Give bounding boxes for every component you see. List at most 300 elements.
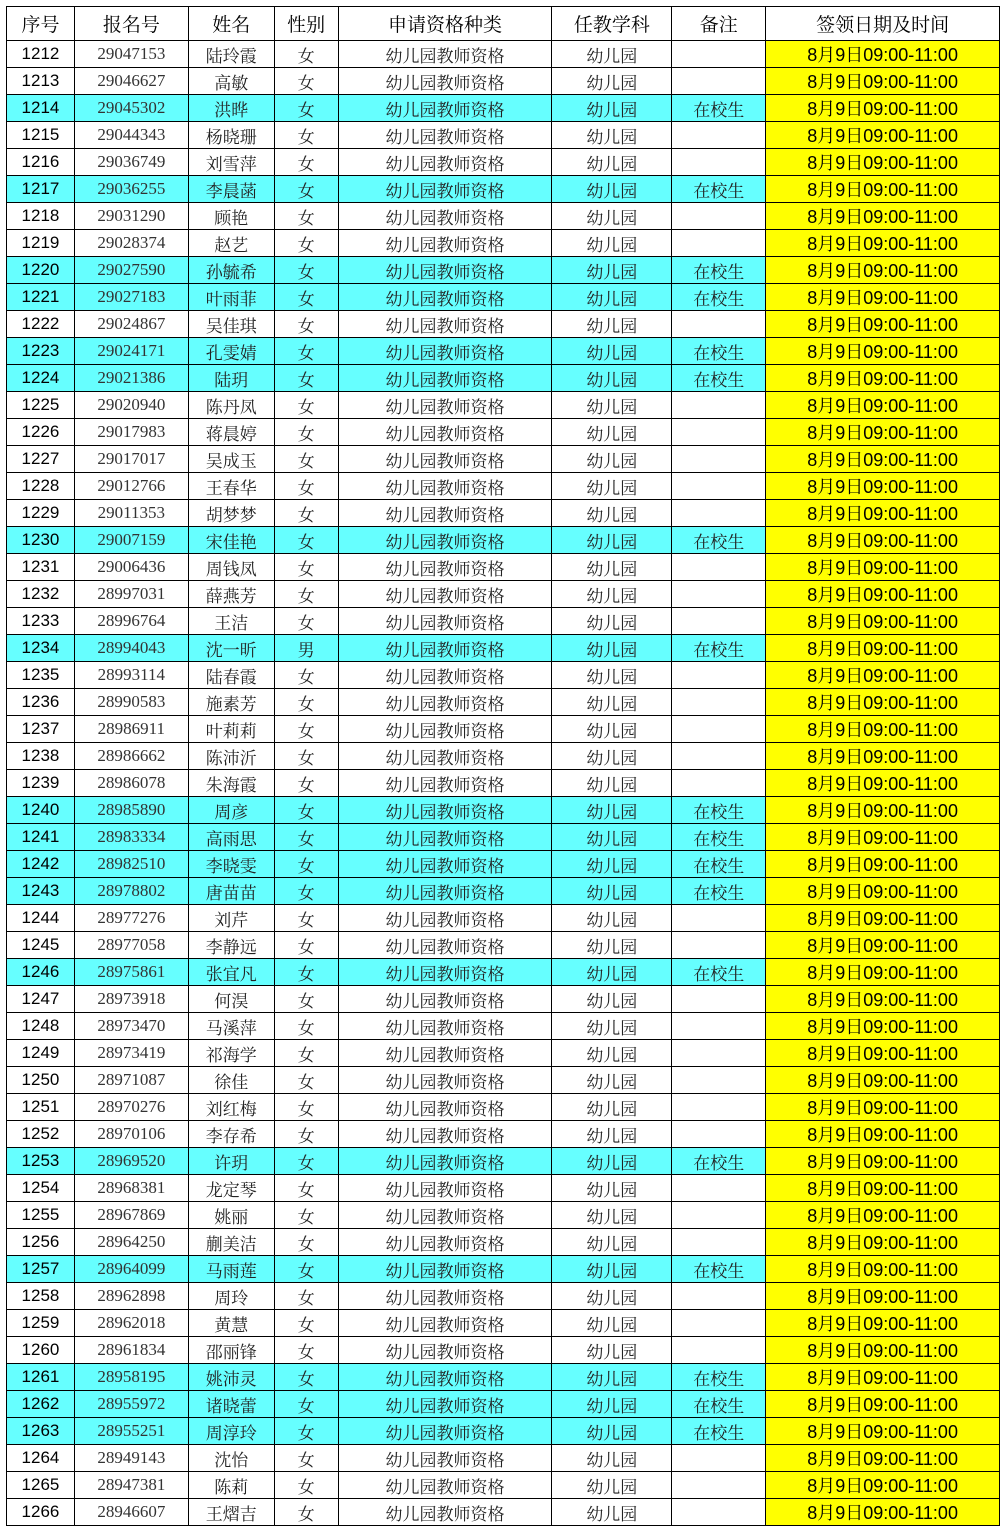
subject-cell: 幼儿园 xyxy=(552,1337,672,1364)
reg-no-cell: 29012766 xyxy=(74,473,188,500)
subject-cell: 幼儿园 xyxy=(552,608,672,635)
reg-no-cell: 28985890 xyxy=(74,797,188,824)
note-cell xyxy=(672,1337,766,1364)
table-row xyxy=(7,1175,1000,1202)
subject-cell: 幼儿园 xyxy=(552,1121,672,1148)
note-cell xyxy=(672,500,766,527)
gender-cell: 女 xyxy=(274,797,338,824)
note-cell xyxy=(672,986,766,1013)
table-row xyxy=(7,1067,1000,1094)
note-cell xyxy=(672,1310,766,1337)
gender-cell: 女 xyxy=(274,878,338,905)
name-cell: 刘红梅 xyxy=(188,1094,274,1121)
subject-cell: 幼儿园 xyxy=(552,689,672,716)
sign-time-cell: 8月9日09:00-11:00 xyxy=(766,1310,1000,1337)
qualification-type-cell: 幼儿园教师资格 xyxy=(338,770,552,797)
qualification-type-cell: 幼儿园教师资格 xyxy=(338,1337,552,1364)
qualification-type-cell: 幼儿园教师资格 xyxy=(338,1202,552,1229)
seq-cell: 1249 xyxy=(7,1040,75,1067)
seq-cell: 1231 xyxy=(7,554,75,581)
sign-time-cell: 8月9日09:00-11:00 xyxy=(766,1283,1000,1310)
qualification-type-cell: 幼儿园教师资格 xyxy=(338,257,552,284)
subject-cell: 幼儿园 xyxy=(552,905,672,932)
table-row xyxy=(7,959,1000,986)
seq-cell: 1219 xyxy=(7,230,75,257)
sign-time-cell: 8月9日09:00-11:00 xyxy=(766,149,1000,176)
gender-cell: 女 xyxy=(274,743,338,770)
note-cell xyxy=(672,149,766,176)
subject-cell: 幼儿园 xyxy=(552,419,672,446)
name-cell: 周钱凤 xyxy=(188,554,274,581)
name-cell: 赵艺 xyxy=(188,230,274,257)
qualification-type-cell: 幼儿园教师资格 xyxy=(338,203,552,230)
qualification-type-cell: 幼儿园教师资格 xyxy=(338,1364,552,1391)
note-cell: 在校生 xyxy=(672,1364,766,1391)
table-row xyxy=(7,1418,1000,1445)
name-cell: 唐苗苗 xyxy=(188,878,274,905)
name-cell: 陆玥 xyxy=(188,365,274,392)
qualification-type-cell: 幼儿园教师资格 xyxy=(338,1418,552,1445)
sign-time-cell: 8月9日09:00-11:00 xyxy=(766,1013,1000,1040)
sign-time-cell: 8月9日09:00-11:00 xyxy=(766,905,1000,932)
name-cell: 周玲 xyxy=(188,1283,274,1310)
gender-cell: 女 xyxy=(274,1337,338,1364)
gender-cell: 女 xyxy=(274,1445,338,1472)
sign-time-cell: 8月9日09:00-11:00 xyxy=(766,743,1000,770)
note-cell: 在校生 xyxy=(672,797,766,824)
reg-no-cell: 28982510 xyxy=(74,851,188,878)
table-row xyxy=(7,716,1000,743)
seq-cell: 1214 xyxy=(7,95,75,122)
note-cell xyxy=(672,419,766,446)
note-cell: 在校生 xyxy=(672,1418,766,1445)
seq-cell: 1243 xyxy=(7,878,75,905)
name-cell: 龙定琴 xyxy=(188,1175,274,1202)
qualification-type-cell: 幼儿园教师资格 xyxy=(338,473,552,500)
subject-cell: 幼儿园 xyxy=(552,797,672,824)
gender-cell: 女 xyxy=(274,1472,338,1499)
seq-cell: 1232 xyxy=(7,581,75,608)
subject-cell: 幼儿园 xyxy=(552,1256,672,1283)
note-cell xyxy=(672,1499,766,1526)
seq-cell: 1261 xyxy=(7,1364,75,1391)
sign-time-cell: 8月9日09:00-11:00 xyxy=(766,446,1000,473)
reg-no-cell: 28977276 xyxy=(74,905,188,932)
sign-time-cell: 8月9日09:00-11:00 xyxy=(766,851,1000,878)
gender-cell: 女 xyxy=(274,203,338,230)
seq-cell: 1245 xyxy=(7,932,75,959)
header-sign-time: 签领日期及时间 xyxy=(766,7,1000,41)
sign-time-cell: 8月9日09:00-11:00 xyxy=(766,284,1000,311)
sign-time-cell: 8月9日09:00-11:00 xyxy=(766,770,1000,797)
reg-no-cell: 29046627 xyxy=(74,68,188,95)
reg-no-cell: 28970106 xyxy=(74,1121,188,1148)
qualification-type-cell: 幼儿园教师资格 xyxy=(338,1472,552,1499)
gender-cell: 女 xyxy=(274,527,338,554)
note-cell: 在校生 xyxy=(672,365,766,392)
subject-cell: 幼儿园 xyxy=(552,1310,672,1337)
sign-time-cell: 8月9日09:00-11:00 xyxy=(766,1094,1000,1121)
header-gender: 性别 xyxy=(274,7,338,41)
name-cell: 姚沛灵 xyxy=(188,1364,274,1391)
gender-cell: 女 xyxy=(274,392,338,419)
table-row xyxy=(7,1445,1000,1472)
sign-time-cell: 8月9日09:00-11:00 xyxy=(766,41,1000,68)
table-row xyxy=(7,1391,1000,1418)
subject-cell: 幼儿园 xyxy=(552,122,672,149)
table-row xyxy=(7,608,1000,635)
note-cell xyxy=(672,1013,766,1040)
reg-no-cell: 28961834 xyxy=(74,1337,188,1364)
name-cell: 王洁 xyxy=(188,608,274,635)
reg-no-cell: 28996764 xyxy=(74,608,188,635)
gender-cell: 女 xyxy=(274,662,338,689)
note-cell xyxy=(672,608,766,635)
subject-cell: 幼儿园 xyxy=(552,68,672,95)
reg-no-cell: 28975861 xyxy=(74,959,188,986)
subject-cell: 幼儿园 xyxy=(552,986,672,1013)
seq-cell: 1266 xyxy=(7,1499,75,1526)
table-row xyxy=(7,203,1000,230)
name-cell: 许玥 xyxy=(188,1148,274,1175)
gender-cell: 女 xyxy=(274,1499,338,1526)
qualification-type-cell: 幼儿园教师资格 xyxy=(338,176,552,203)
qualification-type-cell: 幼儿园教师资格 xyxy=(338,1391,552,1418)
reg-no-cell: 29021386 xyxy=(74,365,188,392)
reg-no-cell: 28964099 xyxy=(74,1256,188,1283)
qualification-type-cell: 幼儿园教师资格 xyxy=(338,1040,552,1067)
qualification-type-cell: 幼儿园教师资格 xyxy=(338,797,552,824)
table-row xyxy=(7,554,1000,581)
table-row xyxy=(7,149,1000,176)
reg-no-cell: 29045302 xyxy=(74,95,188,122)
reg-no-cell: 28983334 xyxy=(74,824,188,851)
note-cell xyxy=(672,743,766,770)
name-cell: 陆春霞 xyxy=(188,662,274,689)
reg-no-cell: 28968381 xyxy=(74,1175,188,1202)
note-cell: 在校生 xyxy=(672,176,766,203)
seq-cell: 1255 xyxy=(7,1202,75,1229)
note-cell xyxy=(672,1067,766,1094)
note-cell: 在校生 xyxy=(672,527,766,554)
seq-cell: 1246 xyxy=(7,959,75,986)
qualification-type-cell: 幼儿园教师资格 xyxy=(338,1094,552,1121)
reg-no-cell: 29011353 xyxy=(74,500,188,527)
seq-cell: 1236 xyxy=(7,689,75,716)
table-row xyxy=(7,1040,1000,1067)
seq-cell: 1218 xyxy=(7,203,75,230)
reg-no-cell: 29006436 xyxy=(74,554,188,581)
subject-cell: 幼儿园 xyxy=(552,1013,672,1040)
subject-cell: 幼儿园 xyxy=(552,1364,672,1391)
note-cell xyxy=(672,905,766,932)
table-row xyxy=(7,581,1000,608)
subject-cell: 幼儿园 xyxy=(552,1499,672,1526)
subject-cell: 幼儿园 xyxy=(552,176,672,203)
table-row xyxy=(7,662,1000,689)
note-cell xyxy=(672,1094,766,1121)
note-cell: 在校生 xyxy=(672,824,766,851)
note-cell: 在校生 xyxy=(672,635,766,662)
name-cell: 叶雨菲 xyxy=(188,284,274,311)
reg-no-cell: 29017017 xyxy=(74,446,188,473)
sign-time-cell: 8月9日09:00-11:00 xyxy=(766,1418,1000,1445)
reg-no-cell: 28986662 xyxy=(74,743,188,770)
seq-cell: 1250 xyxy=(7,1067,75,1094)
table-row xyxy=(7,311,1000,338)
qualification-type-cell: 幼儿园教师资格 xyxy=(338,1310,552,1337)
note-cell xyxy=(672,446,766,473)
header-seq: 序号 xyxy=(7,7,75,41)
name-cell: 叶莉莉 xyxy=(188,716,274,743)
table-row xyxy=(7,257,1000,284)
gender-cell: 女 xyxy=(274,716,338,743)
gender-cell: 女 xyxy=(274,1013,338,1040)
seq-cell: 1226 xyxy=(7,419,75,446)
table-row xyxy=(7,527,1000,554)
gender-cell: 女 xyxy=(274,1175,338,1202)
qualification-type-cell: 幼儿园教师资格 xyxy=(338,41,552,68)
sign-time-cell: 8月9日09:00-11:00 xyxy=(766,1148,1000,1175)
subject-cell: 幼儿园 xyxy=(552,338,672,365)
sign-time-cell: 8月9日09:00-11:00 xyxy=(766,1202,1000,1229)
reg-no-cell: 28955251 xyxy=(74,1418,188,1445)
header-note: 备注 xyxy=(672,7,766,41)
table-row xyxy=(7,905,1000,932)
table-row xyxy=(7,851,1000,878)
table-row xyxy=(7,932,1000,959)
table-row xyxy=(7,473,1000,500)
seq-cell: 1222 xyxy=(7,311,75,338)
reg-no-cell: 29047153 xyxy=(74,41,188,68)
header-qualification-type: 申请资格种类 xyxy=(338,7,552,41)
reg-no-cell: 28977058 xyxy=(74,932,188,959)
name-cell: 孔雯婧 xyxy=(188,338,274,365)
gender-cell: 女 xyxy=(274,95,338,122)
note-cell xyxy=(672,392,766,419)
gender-cell: 女 xyxy=(274,1067,338,1094)
sign-time-cell: 8月9日09:00-11:00 xyxy=(766,689,1000,716)
sign-time-cell: 8月9日09:00-11:00 xyxy=(766,122,1000,149)
sign-time-cell: 8月9日09:00-11:00 xyxy=(766,716,1000,743)
seq-cell: 1234 xyxy=(7,635,75,662)
seq-cell: 1240 xyxy=(7,797,75,824)
sign-time-cell: 8月9日09:00-11:00 xyxy=(766,473,1000,500)
gender-cell: 女 xyxy=(274,581,338,608)
seq-cell: 1244 xyxy=(7,905,75,932)
note-cell xyxy=(672,581,766,608)
gender-cell: 女 xyxy=(274,851,338,878)
note-cell: 在校生 xyxy=(672,878,766,905)
seq-cell: 1213 xyxy=(7,68,75,95)
table-row xyxy=(7,1499,1000,1526)
note-cell: 在校生 xyxy=(672,1391,766,1418)
reg-no-cell: 28993114 xyxy=(74,662,188,689)
seq-cell: 1224 xyxy=(7,365,75,392)
seq-cell: 1235 xyxy=(7,662,75,689)
subject-cell: 幼儿园 xyxy=(552,149,672,176)
table-row xyxy=(7,1472,1000,1499)
gender-cell: 女 xyxy=(274,446,338,473)
name-cell: 陆玲霞 xyxy=(188,41,274,68)
qualification-type-cell: 幼儿园教师资格 xyxy=(338,95,552,122)
gender-cell: 女 xyxy=(274,905,338,932)
qualification-type-cell: 幼儿园教师资格 xyxy=(338,1121,552,1148)
name-cell: 朱海霞 xyxy=(188,770,274,797)
name-cell: 高敏 xyxy=(188,68,274,95)
subject-cell: 幼儿园 xyxy=(552,878,672,905)
name-cell: 陈丹凤 xyxy=(188,392,274,419)
seq-cell: 1263 xyxy=(7,1418,75,1445)
name-cell: 薛燕芳 xyxy=(188,581,274,608)
qualification-type-cell: 幼儿园教师资格 xyxy=(338,959,552,986)
note-cell: 在校生 xyxy=(672,338,766,365)
note-cell: 在校生 xyxy=(672,284,766,311)
certificate-collection-table xyxy=(6,6,1000,1526)
gender-cell: 女 xyxy=(274,176,338,203)
qualification-type-cell: 幼儿园教师资格 xyxy=(338,311,552,338)
subject-cell: 幼儿园 xyxy=(552,1175,672,1202)
note-cell xyxy=(672,1121,766,1148)
qualification-type-cell: 幼儿园教师资格 xyxy=(338,1229,552,1256)
gender-cell: 女 xyxy=(274,1121,338,1148)
qualification-type-cell: 幼儿园教师资格 xyxy=(338,1175,552,1202)
sign-time-cell: 8月9日09:00-11:00 xyxy=(766,1364,1000,1391)
table-row xyxy=(7,95,1000,122)
name-cell: 高雨思 xyxy=(188,824,274,851)
name-cell: 蒯美洁 xyxy=(188,1229,274,1256)
note-cell xyxy=(672,1040,766,1067)
note-cell xyxy=(672,1445,766,1472)
table-row xyxy=(7,635,1000,662)
name-cell: 陈莉 xyxy=(188,1472,274,1499)
seq-cell: 1262 xyxy=(7,1391,75,1418)
seq-cell: 1228 xyxy=(7,473,75,500)
note-cell xyxy=(672,230,766,257)
reg-no-cell: 28958195 xyxy=(74,1364,188,1391)
reg-no-cell: 28962898 xyxy=(74,1283,188,1310)
table-row xyxy=(7,824,1000,851)
gender-cell: 女 xyxy=(274,1148,338,1175)
qualification-type-cell: 幼儿园教师资格 xyxy=(338,1499,552,1526)
note-cell: 在校生 xyxy=(672,1148,766,1175)
name-cell: 李静远 xyxy=(188,932,274,959)
seq-cell: 1217 xyxy=(7,176,75,203)
name-cell: 姚丽 xyxy=(188,1202,274,1229)
seq-cell: 1220 xyxy=(7,257,75,284)
reg-no-cell: 28990583 xyxy=(74,689,188,716)
sign-time-cell: 8月9日09:00-11:00 xyxy=(766,230,1000,257)
sign-time-cell: 8月9日09:00-11:00 xyxy=(766,1121,1000,1148)
table-row xyxy=(7,176,1000,203)
sign-time-cell: 8月9日09:00-11:00 xyxy=(766,68,1000,95)
name-cell: 蒋晨婷 xyxy=(188,419,274,446)
seq-cell: 1215 xyxy=(7,122,75,149)
reg-no-cell: 28971087 xyxy=(74,1067,188,1094)
note-cell: 在校生 xyxy=(672,959,766,986)
name-cell: 刘芹 xyxy=(188,905,274,932)
note-cell xyxy=(672,41,766,68)
reg-no-cell: 29020940 xyxy=(74,392,188,419)
qualification-type-cell: 幼儿园教师资格 xyxy=(338,1445,552,1472)
subject-cell: 幼儿园 xyxy=(552,770,672,797)
table-row xyxy=(7,986,1000,1013)
subject-cell: 幼儿园 xyxy=(552,392,672,419)
note-cell xyxy=(672,473,766,500)
gender-cell: 女 xyxy=(274,230,338,257)
seq-cell: 1258 xyxy=(7,1283,75,1310)
gender-cell: 女 xyxy=(274,311,338,338)
sign-time-cell: 8月9日09:00-11:00 xyxy=(766,1445,1000,1472)
sign-time-cell: 8月9日09:00-11:00 xyxy=(766,1040,1000,1067)
note-cell xyxy=(672,1175,766,1202)
name-cell: 邵丽锋 xyxy=(188,1337,274,1364)
subject-cell: 幼儿园 xyxy=(552,284,672,311)
table-row xyxy=(7,446,1000,473)
sign-time-cell: 8月9日09:00-11:00 xyxy=(766,419,1000,446)
table-row xyxy=(7,122,1000,149)
subject-cell: 幼儿园 xyxy=(552,932,672,959)
qualification-type-cell: 幼儿园教师资格 xyxy=(338,1283,552,1310)
subject-cell: 幼儿园 xyxy=(552,473,672,500)
qualification-type-cell: 幼儿园教师资格 xyxy=(338,419,552,446)
reg-no-cell: 28946607 xyxy=(74,1499,188,1526)
subject-cell: 幼儿园 xyxy=(552,743,672,770)
reg-no-cell: 28973419 xyxy=(74,1040,188,1067)
name-cell: 孙毓希 xyxy=(188,257,274,284)
note-cell xyxy=(672,932,766,959)
sign-time-cell: 8月9日09:00-11:00 xyxy=(766,1229,1000,1256)
table-row xyxy=(7,230,1000,257)
name-cell: 沈一昕 xyxy=(188,635,274,662)
gender-cell: 女 xyxy=(274,824,338,851)
reg-no-cell: 29028374 xyxy=(74,230,188,257)
name-cell: 洪晔 xyxy=(188,95,274,122)
gender-cell: 女 xyxy=(274,1310,338,1337)
sign-time-cell: 8月9日09:00-11:00 xyxy=(766,797,1000,824)
seq-cell: 1237 xyxy=(7,716,75,743)
reg-no-cell: 28969520 xyxy=(74,1148,188,1175)
gender-cell: 女 xyxy=(274,770,338,797)
subject-cell: 幼儿园 xyxy=(552,581,672,608)
table-row xyxy=(7,743,1000,770)
qualification-type-cell: 幼儿园教师资格 xyxy=(338,284,552,311)
name-cell: 杨晓珊 xyxy=(188,122,274,149)
table-row xyxy=(7,1202,1000,1229)
subject-cell: 幼儿园 xyxy=(552,716,672,743)
gender-cell: 女 xyxy=(274,1229,338,1256)
sign-time-cell: 8月9日09:00-11:00 xyxy=(766,311,1000,338)
sign-time-cell: 8月9日09:00-11:00 xyxy=(766,824,1000,851)
seq-cell: 1212 xyxy=(7,41,75,68)
reg-no-cell: 29031290 xyxy=(74,203,188,230)
qualification-type-cell: 幼儿园教师资格 xyxy=(338,446,552,473)
table-body xyxy=(7,41,1000,1526)
reg-no-cell: 29027590 xyxy=(74,257,188,284)
sign-time-cell: 8月9日09:00-11:00 xyxy=(766,554,1000,581)
gender-cell: 女 xyxy=(274,608,338,635)
qualification-type-cell: 幼儿园教师资格 xyxy=(338,743,552,770)
gender-cell: 女 xyxy=(274,68,338,95)
seq-cell: 1216 xyxy=(7,149,75,176)
qualification-type-cell: 幼儿园教师资格 xyxy=(338,392,552,419)
subject-cell: 幼儿园 xyxy=(552,446,672,473)
reg-no-cell: 28949143 xyxy=(74,1445,188,1472)
reg-no-cell: 29044343 xyxy=(74,122,188,149)
qualification-type-cell: 幼儿园教师资格 xyxy=(338,149,552,176)
gender-cell: 女 xyxy=(274,365,338,392)
header-name: 姓名 xyxy=(188,7,274,41)
